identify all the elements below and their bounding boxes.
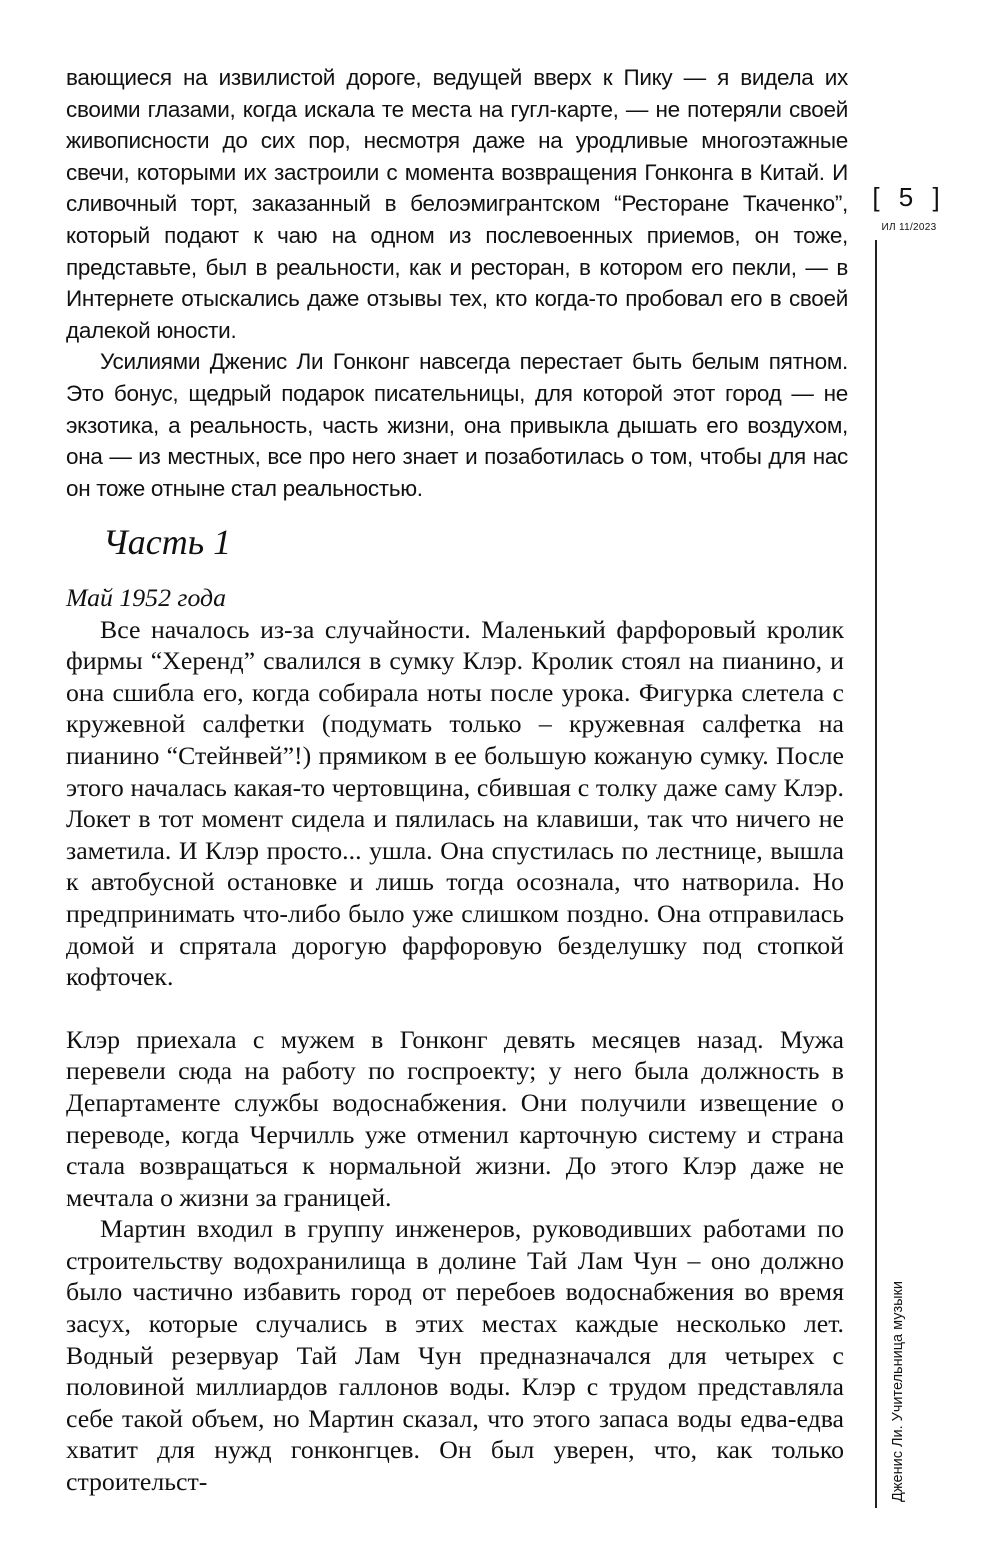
story-paragraph-1: Все началось из-за случайности. Маленький фарфоровый кролик фирмы “Херенд” свалился в сумку Клэр. Кролик стоял на пианино, и она сшибла его, когда собирала ноты после урока. Фигурка слетела с кружевной салфетки (подумать только – кружевная салфетка на пианино “Стейнвей”!) прямиком в ее большую кожаную сумку. После этого началась какая-то чертовщина, сбившая с толку даже саму Клэр. Локет в тот момент сидела и пялилась на клавиши, так что ничего не заметила. И Клэр просто... ушла. Она спустилась по лестнице, вышла к автобусной остановке и лишь тогда осознала, что натворила. Но предпринимать что-либо было уже слишком поздно. Она отправилась домой и спрятала дорогую фарфоровую безделушку под стопкой кофточек. [66,614,844,992]
journal-issue: ИЛ 11/2023 [881,222,937,233]
intro-text [66,62,848,504]
story-paragraph-2: Клэр приехала с мужем в Гонконг девять месяцев назад. Мужа перевели сюда на работу по госпроекту; у него была должность в Департаменте службы водоснабжения. Они получили извещение о переводе, когда Черчилль уже отменил карточную систему и страна стала возвращаться к нормальной жизни. До этого Клэр даже не мечтала о жизни за границей. [66,1024,844,1212]
chapter-date: Май 1952 года [66,583,226,612]
page-number: [ 5 ] [872,182,946,212]
intro-paragraph-1: вающиеся на извилистой дороге, ведущей вверх к Пику — я видела их своими глазами, когда искала те места на гугл-карте, — не потеряли своей живописности до сих пор, несмотря даже на уродливые многоэтажные свечи, которыми их застроили с момента возвращения Гонконга в Китай. И сливочный торт, заказанный в белоэмигрантском “Ресторане Ткаченко”, который подают к чаю на одном из послевоенных приемов, он тоже, представьте, был в реальности, как и ресторан, в котором его пекли, — в Интернете отыскались даже отзывы тех, кто когда-то пробовал его в своей далекой юности. [66,65,848,343]
story-text [66,582,844,1498]
story-paragraph-3: Мартин входил в группу инженеров, руководивших работами по строительству водохранилища в долине Тай Лам Чун – оно должно было частично избавить город от перебоев водоснабжения во время засух, которые случались в этих местах каждые несколько лет. Водный резервуар Тай Лам Чун предназначался для четырех с половиной миллиардов галлонов воды. Клэр с трудом представляла себе такой объем, но Мартин сказал, что этого запаса воды едва-едва хватит для нужд гонконгцев. Он был уверен, что, как только строительст- [66,1214,844,1497]
intro-paragraph-2: Усилиями Дженис Ли Гонконг навсегда перестает быть белым пятном. Это бонус, щедрый подарок писательницы, для которой этот город — не экзотика, а реальность, часть жизни, она привыкла дышать его воздухом, она — из местных, все про него знает и позаботилась о том, чтобы для нас он тоже отныне стал реальностью. [66,349,848,501]
part-title: Часть 1 [103,522,232,562]
running-head: Дженис Ли. Учительница музыки [890,1281,906,1502]
margin-rule [875,240,877,1508]
